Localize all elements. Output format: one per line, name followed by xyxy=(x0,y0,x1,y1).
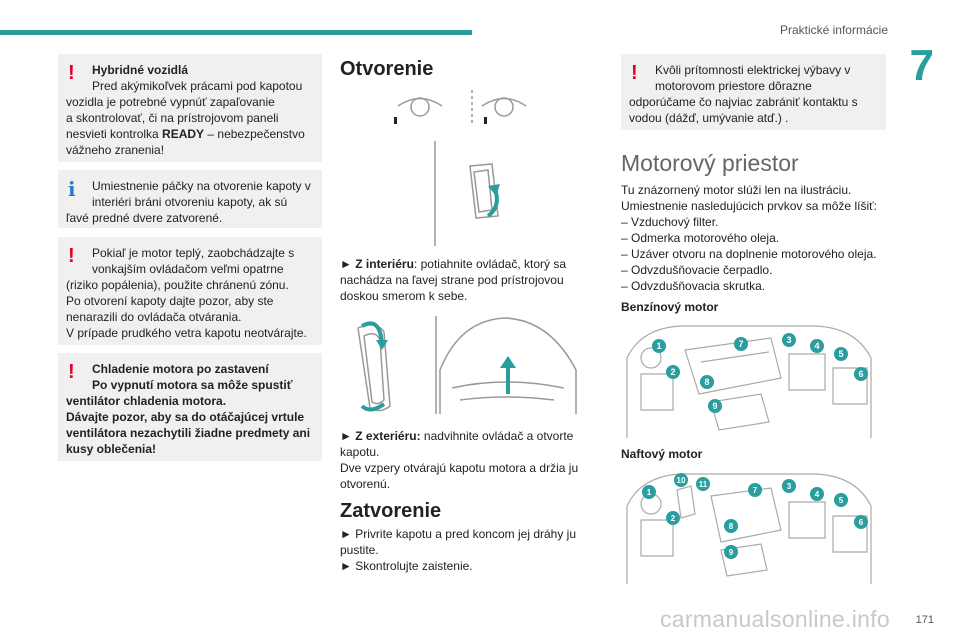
callout-4: 4 xyxy=(814,341,820,351)
arrow-icon: ► xyxy=(340,429,352,443)
instruction-label: Z exteriéru: xyxy=(355,429,421,443)
note-title: Hybridné vozidlá xyxy=(92,63,189,77)
instruction-interior xyxy=(340,256,585,304)
header-accent-bar xyxy=(0,30,472,35)
arrow-icon: ► xyxy=(340,257,352,271)
note-text: ventilátor chladenia motora. xyxy=(66,394,227,408)
arrow-icon: ► xyxy=(340,527,352,541)
ready-indicator-label: READY xyxy=(162,127,205,141)
note-text: Po otvorení kapoty dajte pozor, aby ste xyxy=(66,294,274,308)
note-text: a skontrolovať, či na prístrojovom paneli xyxy=(66,111,279,125)
warning-note-cooling-fan xyxy=(58,353,322,461)
heading-petrol-engine: Benzínový motor xyxy=(621,300,719,314)
list-item: – Odvzdušňovacie čerpadlo. xyxy=(621,263,773,277)
exterior-lever-illustration xyxy=(340,310,585,420)
list-item: – Odmerka motorového oleja. xyxy=(621,231,780,245)
instruction-text: : potiahnite ovládač, ktorý sa xyxy=(413,257,567,271)
warning-note-hot-engine xyxy=(58,237,322,345)
note-text: (riziko popálenia), použite chránenú zónu. xyxy=(66,278,289,292)
note-text: kusy oblečenia! xyxy=(66,442,157,456)
callout-6: 6 xyxy=(858,369,864,379)
note-text: nenarazili do ovládača otvárania. xyxy=(66,310,242,324)
note-text: Po vypnutí motora sa môže spustiť xyxy=(92,378,293,392)
instruction-text: kapotu. xyxy=(340,445,380,459)
instruction-text: Dve vzpery otvárajú kapotu motora a držia ju xyxy=(340,461,579,475)
instruction-text: doskou smerom k sebe. xyxy=(340,289,468,303)
note-text: interiéri bráni otvoreniu kapoty, ak sú xyxy=(92,195,288,209)
callout-3: 3 xyxy=(786,335,792,345)
callout-10: 10 xyxy=(676,476,686,485)
note-title: Chladenie motora po zastavení xyxy=(92,362,269,376)
note-text: Pokiaľ je motor teplý, zaobchádzajte s xyxy=(92,246,295,260)
callout-7: 7 xyxy=(752,486,758,495)
note-text-part: nesvieti kontrolka xyxy=(66,127,163,141)
diesel-engine-illustration xyxy=(621,466,876,584)
callout-7: 7 xyxy=(738,339,744,349)
heading-closing: Zatvorenie xyxy=(340,500,442,522)
note-text: ventilátora nezachytili žiadne predmety ani xyxy=(66,426,311,440)
warning-note-water xyxy=(621,54,886,130)
warning-icon: ! xyxy=(68,361,75,383)
note-text: V prípade prudkého vetra kapotu neotvárajte. xyxy=(66,326,307,340)
callout-6: 6 xyxy=(858,518,864,527)
note-text: vodou (dážď, umývanie atď.) . xyxy=(629,111,789,125)
intro-text: Tu znázornený motor slúži len na ilustráciu. xyxy=(621,183,852,197)
list-item: – Odvzdušňovacia skrutka. xyxy=(621,279,766,293)
instruction-exterior xyxy=(340,428,585,492)
note-text: motorovom priestore dôrazne xyxy=(655,79,812,93)
instruction-text: Skontrolujte zaistenie. xyxy=(355,559,473,573)
note-text-part: – nebezpečenstvo xyxy=(204,127,305,141)
instruction-text: nachádza na ľavej strane pod prístrojovou xyxy=(340,273,564,287)
instruction-text: pustite. xyxy=(340,543,379,557)
interior-lever-illustration xyxy=(380,86,560,254)
callout-1: 1 xyxy=(656,341,662,351)
callout-8: 8 xyxy=(728,522,734,531)
note-text: ľavé predné dvere zatvorené. xyxy=(66,211,223,225)
heading-opening: Otvorenie xyxy=(340,58,434,80)
list-item: – Vzduchový filter. xyxy=(621,215,719,229)
chapter-number: 7 xyxy=(909,41,934,90)
engine-intro xyxy=(621,182,891,294)
instruction-text: nadvihnite ovládač a otvorte xyxy=(420,429,574,443)
callout-2: 2 xyxy=(670,514,676,523)
callout-9: 9 xyxy=(712,401,718,411)
instruction-text: Privrite kapotu a pred koncom jej dráhy ju xyxy=(355,527,577,541)
note-text: Kvôli prítomnosti elektrickej výbavy v xyxy=(655,63,851,77)
watermark: carmanualsonline.info xyxy=(659,606,890,632)
warning-icon: ! xyxy=(68,62,75,84)
page-section-title: Praktické informácie xyxy=(779,23,888,37)
steering-wheel-right xyxy=(482,99,526,107)
callout-4: 4 xyxy=(814,490,820,499)
petrol-callouts xyxy=(652,333,868,413)
callout-2: 2 xyxy=(670,367,676,377)
heading-engine-compartment: Motorový priestor xyxy=(621,150,799,176)
warning-icon: ! xyxy=(68,245,75,267)
steering-wheel-left xyxy=(398,99,442,107)
instruction-label: Z interiéru xyxy=(355,257,414,271)
info-note-hood-lever xyxy=(58,170,322,228)
info-icon: i xyxy=(68,177,76,201)
instruction-closing xyxy=(340,526,585,574)
arrow-icon: ► xyxy=(340,559,352,573)
callout-5: 5 xyxy=(838,349,844,359)
note-text: vážneho zranenia! xyxy=(66,143,165,157)
note-text: Umiestnenie páčky na otvorenie kapoty v xyxy=(92,179,311,193)
note-text: vozidla je potrebné vypnúť zapaľovanie xyxy=(66,95,275,109)
callout-11: 11 xyxy=(698,480,708,489)
note-text: vonkajším ovládačom veľmi opatrne xyxy=(92,262,284,276)
heading-diesel-engine: Naftový motor xyxy=(621,447,703,461)
note-text xyxy=(66,126,314,142)
note-text: odporúčame čo najviac zabrániť kontaktu s xyxy=(629,95,858,109)
callout-9: 9 xyxy=(728,548,734,557)
note-text: Pred akýmikoľvek prácami pod kapotou xyxy=(92,79,303,93)
callout-1: 1 xyxy=(646,488,652,497)
list-item: – Uzáver otvoru na doplnenie motorového oleja. xyxy=(621,247,877,261)
note-text: Dávajte pozor, aby sa do otáčajúcej vrtule xyxy=(66,410,305,424)
warning-note-hybrid xyxy=(58,54,322,162)
warning-icon: ! xyxy=(631,62,638,84)
page-number: 171 xyxy=(915,614,934,626)
instruction-text: otvorenú. xyxy=(340,477,391,491)
intro-text: Umiestnenie nasledujúcich prvkov sa môže líšiť: xyxy=(621,199,877,213)
callout-5: 5 xyxy=(838,496,844,505)
petrol-engine-illustration xyxy=(621,318,876,438)
callout-8: 8 xyxy=(704,377,710,387)
callout-3: 3 xyxy=(786,482,792,491)
